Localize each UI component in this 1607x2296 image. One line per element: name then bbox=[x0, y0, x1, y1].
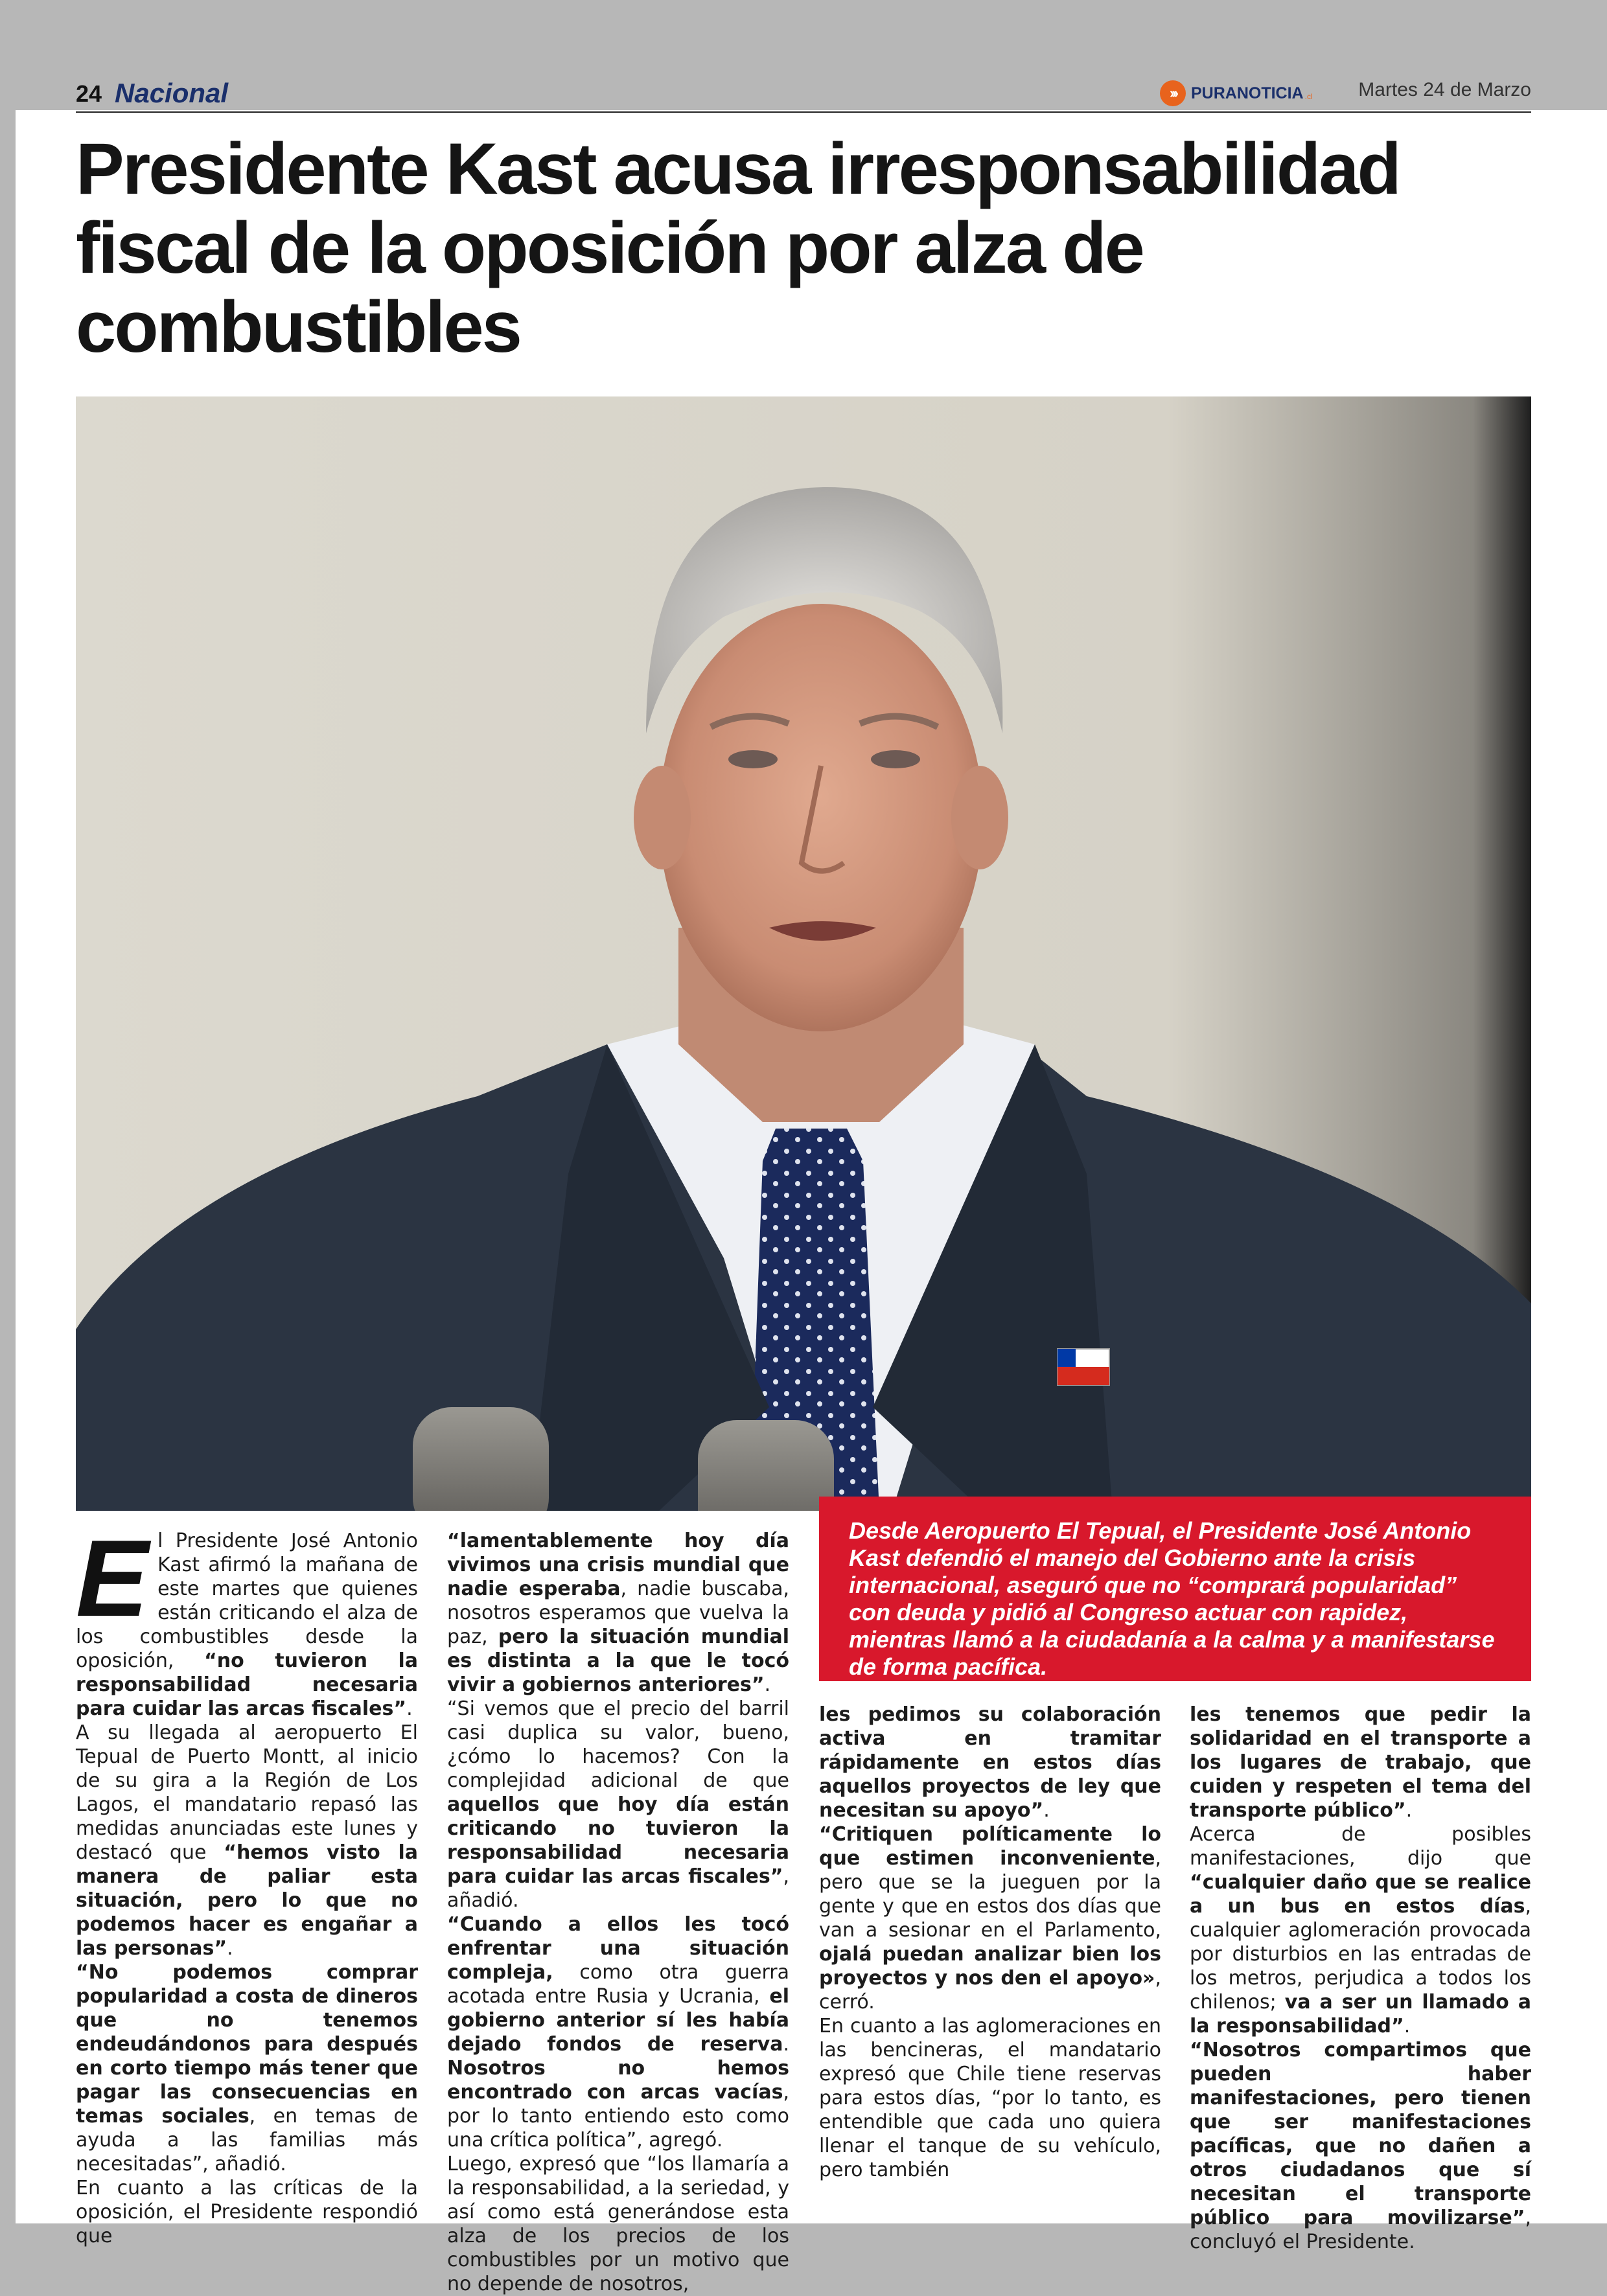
lede-box: Desde Aeropuerto El Tepual, el Presidente José Antonio Kast defendió el manejo del Gobierno ante la crisis internacional, aseguró que no “comprará popularidad” con deuda y pidió al Congreso actuar con rapidez, mientras llamó a la ciudadanía a la calma y a manifestarse de forma pacífica. bbox=[819, 1497, 1531, 1681]
paragraph: Luego, expresó que “los llamaría a la responsabilidad, a la seriedad, y así como está generándose esta alza de los precios de los combustibles por un motivo que no depende de nosotros, bbox=[447, 2153, 789, 2295]
page-header bbox=[76, 78, 1531, 117]
chevrons-icon: ››› bbox=[1160, 80, 1186, 106]
body-column-2 bbox=[447, 1529, 789, 2296]
headline: Presidente Kast acusa irresponsabilidad fiscal de la oposición por alza de combustibles bbox=[76, 128, 1400, 367]
header-divider bbox=[76, 111, 1531, 113]
portrait-illustration bbox=[76, 396, 1531, 1511]
page-number: 24 bbox=[76, 80, 102, 107]
paragraph: En cuanto a las críticas de la oposición, el Presidente respondió que bbox=[76, 2177, 418, 2247]
body-column-1 bbox=[76, 1517, 418, 2248]
paragraph: les tenemos que pedir la solidaridad en el transporte a los lugares de trabajo, que cuiden y respeten el tema del transporte público”. bbox=[1190, 1703, 1531, 1822]
section-name: Nacional bbox=[115, 78, 229, 108]
paragraph: “Cuando a ellos les tocó enfrentar una situación compleja, como otra guerra acotada entre Rusia y Ucrania, el gobierno anterior sí les había dejado fondos de reserva. Nosotros no hemos encontrado con arcas vacías, por lo tanto entiendo esto como una crítica política”, agregó. bbox=[447, 1913, 789, 2152]
paragraph: En cuanto a las aglomeraciones en las bencineras, el mandatario expresó que Chile tiene reservas para estos días, “por lo tanto, es entendible que cada uno quiera llenar el tanque de su vehículo, pero también bbox=[819, 2015, 1161, 2181]
paragraph: Acerca de posibles manifestaciones, dijo que “cualquier daño que se realice a un bus en estos días, cualquier aglomeración provocada por disturbios en las entradas de los metros, perjudica a todos los chilenos; va a ser un llamado a la responsabilidad”. bbox=[1190, 1823, 1531, 2038]
paragraph: “Critiquen políticamente lo que estimen inconveniente, pero que se la jueguen por la gente y que en estos dos días que van a sesionar en el Parlamento, ojalá puedan analizar bien los proyectos y nos den el apoyo», cerró. bbox=[819, 1823, 1161, 2014]
publication-logo bbox=[1160, 79, 1313, 108]
paragraph: “lamentablemente hoy día vivimos una crisis mundial que nadie esperaba, nadie buscaba, nosotros esperamos que vuelva la paz, pero la situación mundial es distinta a la que le tocó vivir a gobiernos anteriores”. bbox=[447, 1530, 790, 1696]
paragraph: “Si vemos que el precio del barril casi duplica su valor, bueno, ¿cómo lo hacemos? Con la complejidad adicional de que aquellos que hoy día están criticando no tuvieron la responsabilidad necesaria para cuidar las arcas fiscales”, añadió. bbox=[447, 1697, 789, 1912]
paragraph: les pedimos su colaboración activa en tramitar rápidamente en estos días aquellos proyectos de ley que necesitan su apoyo”. bbox=[819, 1703, 1161, 1822]
issue-date: Martes 24 de Marzo bbox=[1358, 79, 1531, 100]
body-column-3 bbox=[819, 1703, 1161, 2182]
body-column-4 bbox=[1190, 1703, 1531, 2254]
logo-suffix: .cl bbox=[1304, 92, 1313, 101]
drop-cap: E bbox=[76, 1517, 149, 1639]
paragraph: A su llegada al aeropuerto El Tepual de Puerto Montt, al inicio de su gira a la Región de Los Lagos, el mandatario repasó las medidas anunciadas este lunes y destacó que “hemos visto la manera de paliar esta situación, pero lo que no podemos hacer es engañar a las personas”. bbox=[76, 1721, 418, 1960]
logo-text: PURANOTICIA bbox=[1191, 84, 1304, 102]
paragraph: “Nosotros compartimos que pueden haber manifestaciones, pero tienen que ser manifestaciones pacíficas, que no dañen a otros ciudadanos que sí necesitan el transporte público para movilizarse”, concluyó el Presidente. bbox=[1190, 2039, 1531, 2253]
press-photo bbox=[76, 396, 1531, 1511]
paragraph: El Presidente José Antonio Kast afirmó la mañana de este martes que quienes están criticando el alza de los combustibles desde la oposición, “no tuvieron la responsabilidad necesaria para cuidar las arcas fiscales”. bbox=[76, 1517, 418, 1720]
paragraph: “No podemos comprar popularidad a costa de dineros que no tenemos endeudándonos para después en corto tiempo más tener que pagar las consecuencias en temas sociales, en temas de ayuda a las familias más necesitadas”, añadió. bbox=[76, 1961, 418, 2175]
